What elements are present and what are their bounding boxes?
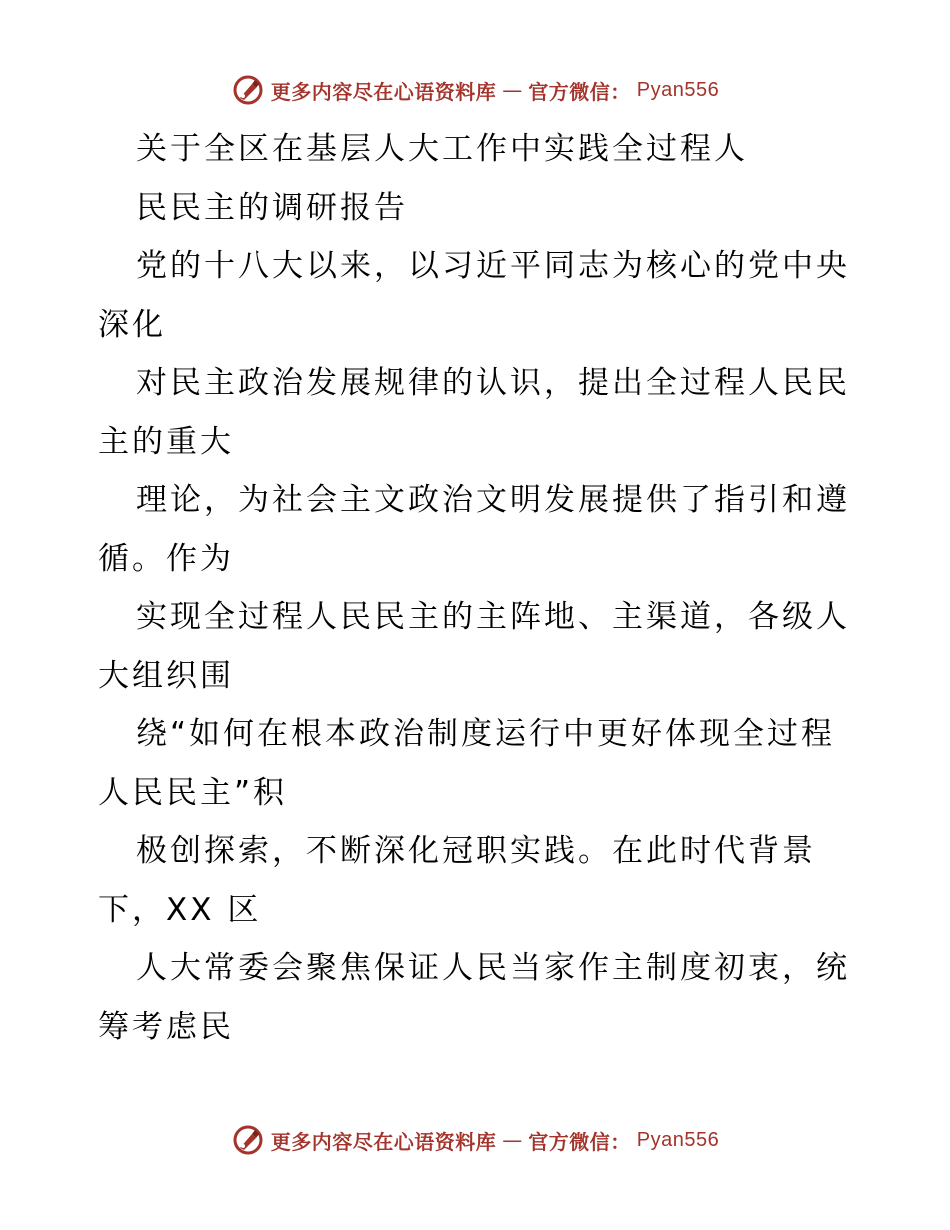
document-body xyxy=(98,120,858,1056)
watermark-wechat-label: 官方微信： xyxy=(528,79,631,104)
watermark-text: 更多内容尽在心语资料库 xyxy=(270,1129,497,1154)
watermark-wechat-id: Pyan556 xyxy=(636,1128,720,1151)
watermark-wechat-label: 官方微信： xyxy=(528,1129,631,1154)
watermark-separator: — xyxy=(502,78,523,102)
text-line: 实现全过程人民民主的主阵地、主渠道，各级人 xyxy=(136,599,850,635)
text-line: 循。作为 xyxy=(98,540,234,577)
text-line: 极创探索，不断深化冠职实践。在此时代背景 xyxy=(136,833,816,869)
text-line: 党的十八大以来，以习近平同志为核心的党中央 xyxy=(136,248,850,284)
text-line: 人大常委会聚焦保证人民当家作主制度初衷，统 xyxy=(136,950,850,986)
ink-pen-logo-icon xyxy=(231,1123,265,1157)
text-line: 关于全区在基层人大工作中实践全过程人 xyxy=(136,131,748,167)
text-line: 理论，为社会主文政治文明发展提供了指引和遵 xyxy=(136,482,850,518)
text-line: 人民民主”积 xyxy=(98,774,288,811)
text-line: 大组织围 xyxy=(98,657,234,694)
text-line: 主的重大 xyxy=(98,423,234,460)
text-line: 下，XX 区 xyxy=(98,891,262,928)
watermark-separator: — xyxy=(502,1128,523,1152)
header-watermark xyxy=(0,70,950,110)
text-line: 深化 xyxy=(98,306,166,343)
ink-pen-logo-icon xyxy=(231,73,265,107)
text-line: 绕“如何在根本政治制度运行中更好体现全过程 xyxy=(136,716,836,752)
text-line: 民民主的调研报告 xyxy=(136,189,408,226)
footer-watermark xyxy=(0,1120,950,1160)
watermark-wechat-id: Pyan556 xyxy=(636,78,720,101)
watermark-text: 更多内容尽在心语资料库 xyxy=(270,79,497,104)
text-line: 对民主政治发展规律的认识，提出全过程人民民 xyxy=(136,365,850,401)
text-line: 筹考虑民 xyxy=(98,1008,234,1045)
